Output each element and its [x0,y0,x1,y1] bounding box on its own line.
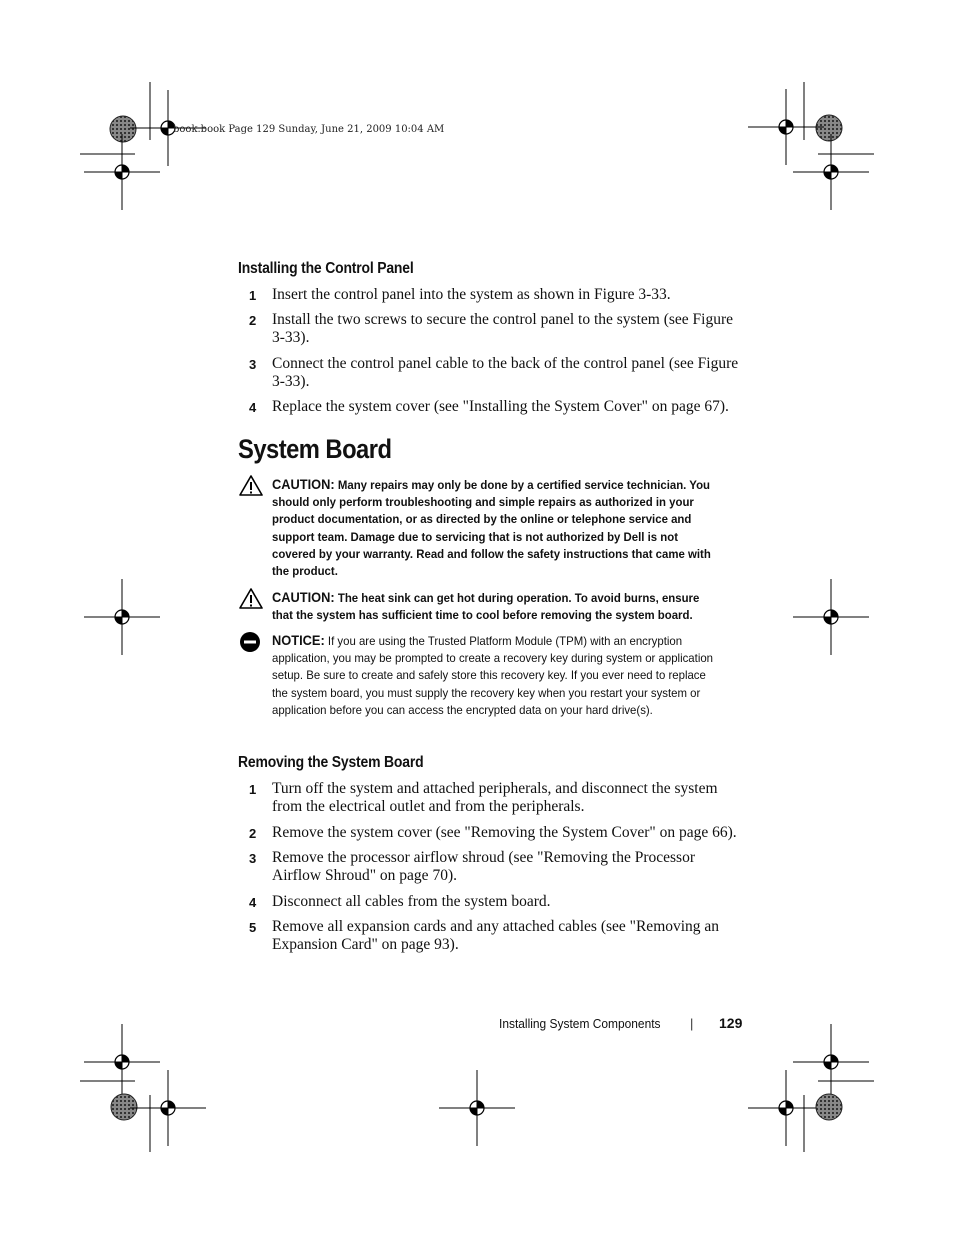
page-number: 129 [719,1015,743,1031]
step-number: 3 [249,851,257,866]
step-number: 3 [249,357,257,372]
registration-icon [793,1024,869,1100]
registration-icon [84,134,160,210]
starburst-icon-bottom-right [816,1094,842,1120]
caution-text: Many repairs may only be done by a certified service technician. You should only perform troubleshooting and simple repairs as authorized in your product documentation, or as directed by the online or telephone service and support team. Damage due to servicing that is not authorized by Dell is not covered by your warranty. Read and follow the safety instructions that came with the product. [272,478,711,579]
starburst-icon-bottom-left [111,1094,137,1120]
step-number: 1 [249,782,257,797]
registration-icon [793,579,869,655]
registration-icon [84,1024,160,1100]
step-text: Disconnect all cables from the system board. [272,893,551,910]
caution-label: CAUTION: [272,590,335,605]
caution-triangle-icon [238,587,264,611]
step-text: Connect the control panel cable to the back of the control panel (see Figure 3-33). [272,355,739,390]
step-text: Remove the processor airflow shroud (see "Removing the Processor Airflow Shroud" on page 70). [272,849,696,884]
file-info-header: book.book Page 129 Sunday, June 21, 2009 10:04 AM [173,124,445,135]
registration-icon [130,1070,206,1146]
registration-icon [748,1070,824,1146]
step-text: Insert the control panel into the system as shown in Figure 3-33. [272,286,671,303]
step-number: 1 [249,288,257,303]
step-number: 4 [249,895,257,910]
caution-label: CAUTION: [272,477,335,492]
step-number: 4 [249,400,257,415]
starburst-icon-top-left [110,116,136,142]
footer-separator: | [690,1016,694,1031]
registration-icon [793,134,869,210]
page-title: System Board [238,434,392,464]
heading-installing-control-panel: Installing the Control Panel [238,260,414,277]
step-text: Turn off the system and attached peripherals, and disconnect the system from the electrical outlet and from the peripherals. [272,780,718,815]
step-text: Remove the system cover (see "Removing the System Cover" on page 66). [272,824,737,841]
notice-label: NOTICE: [272,633,325,648]
registration-icon [748,89,824,165]
footer-chapter: Installing System Components [499,1016,661,1031]
caution-triangle-icon [238,474,264,498]
step-text: Replace the system cover (see "Installing the System Cover" on page 67). [272,398,729,415]
registration-icon [84,579,160,655]
step-number: 2 [249,826,257,841]
starburst-icon-top-right [816,115,842,141]
step-text: Install the two screws to secure the control panel to the system (see Figure 3-33). [272,311,733,346]
notice-text: If you are using the Trusted Platform Module (TPM) with an encryption application, you may be prompted to create a recovery key during system or application setup. Be sure to create and safely store this recovery key. If you ever need to replace the system board, you must supply the recovery key when you restart your system or application before you can access the encrypted data on your hard drive(s). [272,634,714,717]
caution-text: The heat sink can get hot during operation. To avoid burns, ensure that the system has sufficient time to cool before removing the system board. [272,591,700,623]
heading-removing-system-board: Removing the System Board [238,754,424,771]
step-text: Remove all expansion cards and any attached cables (see "Removing an Expansion Card" on page 93). [272,918,720,953]
registration-icon [439,1070,515,1146]
step-number: 5 [249,920,257,935]
notice-circle-icon [238,630,264,656]
step-number: 2 [249,313,257,328]
